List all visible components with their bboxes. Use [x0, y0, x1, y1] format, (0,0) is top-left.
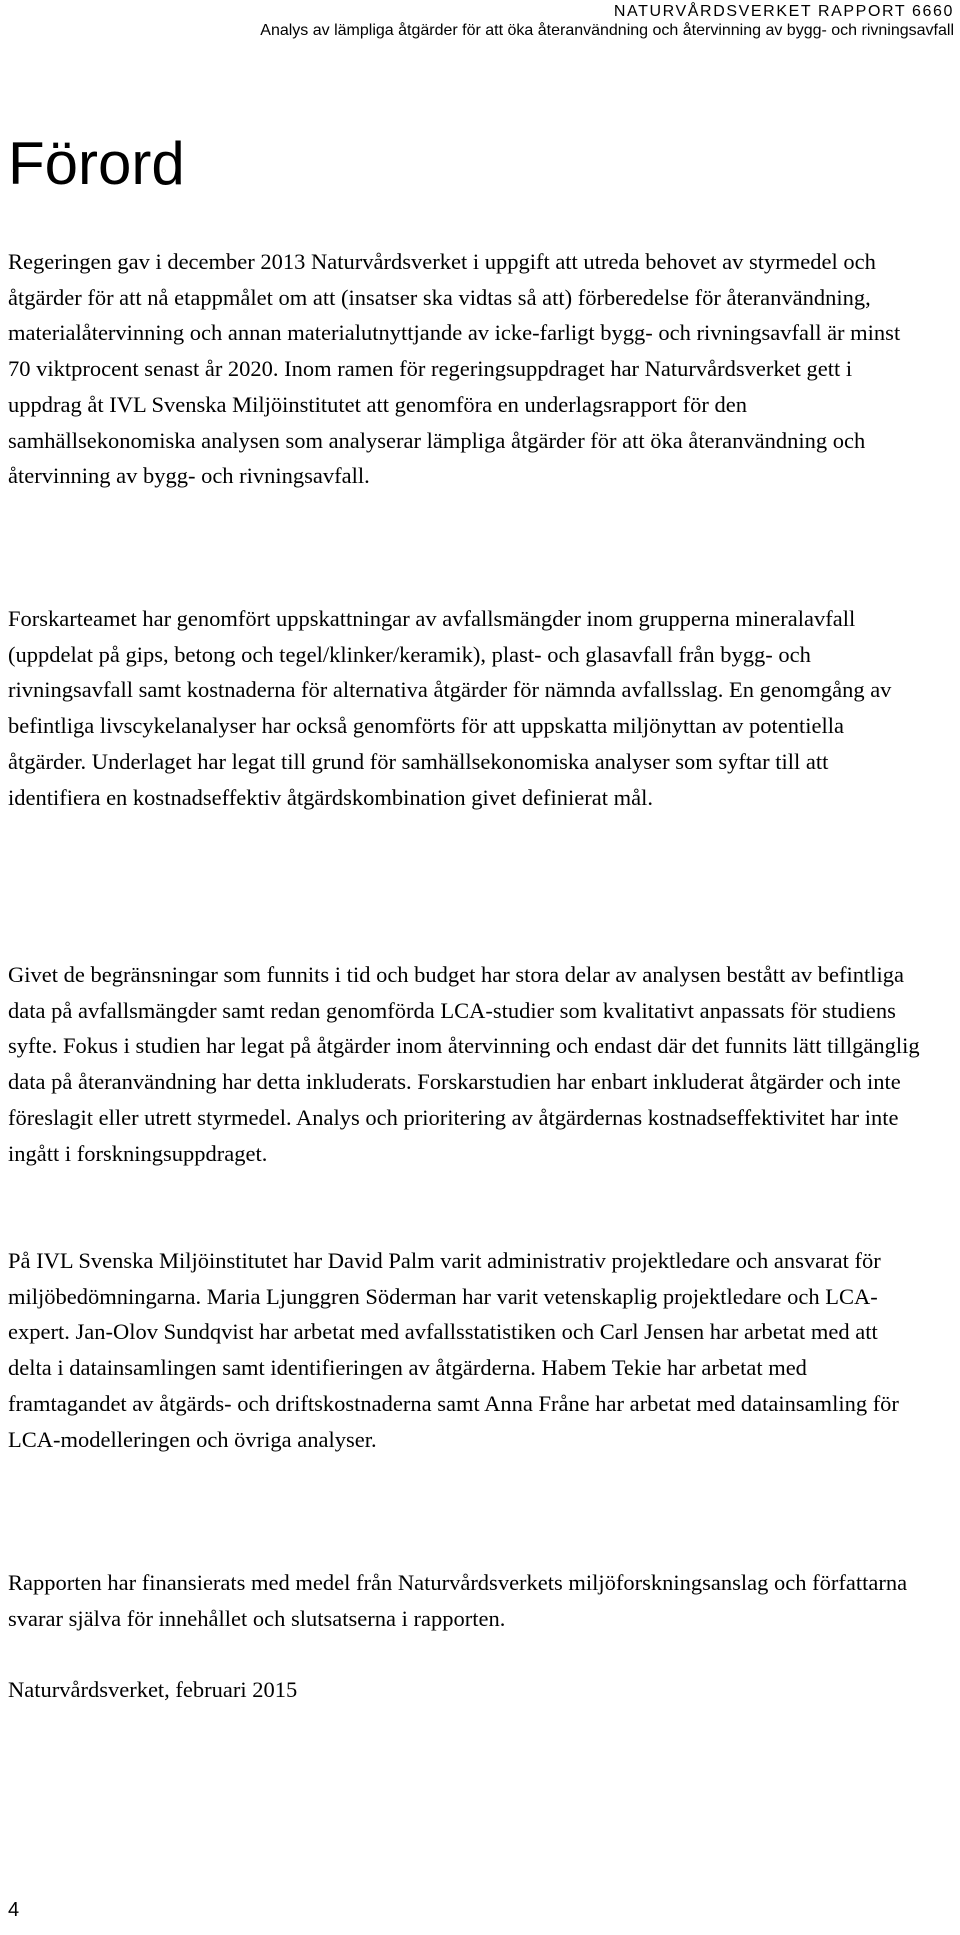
paragraph-funding: Rapporten har finansierats med medel från Naturvårdsverkets miljöforskningsanslag och författarna svarar själva för innehållet och slutsatserna i rapporten.	[8, 1570, 908, 1631]
page-title: Förord	[8, 130, 185, 197]
paragraph-assignment: Regeringen gav i december 2013 Naturvårdsverket i uppgift att utreda behovet av styrmedel och åtgärder för att nå etappmålet om att (insatser ska vidtas så att) förberedelse för återanvändning, materialåtervinning och annan materialutnyttjande av icke-farligt bygg- och rivningsavfall är minst 70 viktprocent senast år 2020. Inom ramen för regeringsuppdraget har Naturvårdsverket gett i uppdrag åt IVL Svenska Miljöinstitutet att genomföra en underlagsrapport för den samhällsekonomiska analysen som analyserar lämpliga åtgärder för att öka återanvändning och återvinning av bygg- och rivningsavfall.	[8, 249, 901, 489]
paragraph-research-team: Forskarteamet har genomfört uppskattningar av avfallsmängder inom grupperna mineralavfall (uppdelat på gips, betong och tegel/klinker/keramik), plast- och glasavfall från bygg- och rivningsavfall samt kostnaderna för alternativa åtgärder för nämnda avfallsslag. En genomgång av befintliga livscykelanalyser har också genomförts för att uppskatta miljönyttan av potentiella åtgärder. Underlaget har legat till grund för samhällsekonomiska analyser som syftar till att identifiera en kostnadseffektiv åtgärdskombination givet definierat mål.	[8, 606, 892, 810]
paragraph-limitations: Givet de begränsningar som funnits i tid och budget har stora delar av analysen bestått av befintliga data på avfallsmängder samt redan genomförda LCA-studier som kvalitativt anpassats för studiens syfte. Fokus i studien har legat på åtgärder inom återvinning och endast där det funnits lätt tillgänglig data på återanvändning har detta inkluderats. Forskarstudien har enbart inkluderat åtgärder och inte föreslagit eller utrett styrmedel. Analys och prioritering av åtgärdernas kostnadseffektivitet har inte ingått i forskningsuppdraget.	[8, 962, 920, 1166]
report-subtitle: Analys av lämpliga åtgärder för att öka återanvändning och återvinning av bygg- och rivningsavfall	[260, 22, 954, 40]
report-series-title: NATURVÅRDSVERKET RAPPORT 6660	[613, 3, 954, 20]
page-number: 4	[8, 1899, 20, 1921]
paragraph-signature: Naturvårdsverket, februari 2015	[8, 1677, 298, 1702]
paragraph-contributors: På IVL Svenska Miljöinstitutet har David Palm varit administrativ projektledare och ansvarat för miljöbedömningarna. Maria Ljunggren Söderman har varit vetenskaplig projektledare och LCA-expert. Jan-Olov Sundqvist har arbetat med avfallsstatistiken och Carl Jensen har arbetat med att delta i datainsamlingen samt identifieringen av åtgärderna. Habem Tekie har arbetat med framtagandet av åtgärds- och driftskostnaderna samt Anna Fråne har arbetat med datainsamling för LCA-modelleringen och övriga analyser.	[8, 1248, 899, 1452]
running-header	[260, 2, 954, 40]
